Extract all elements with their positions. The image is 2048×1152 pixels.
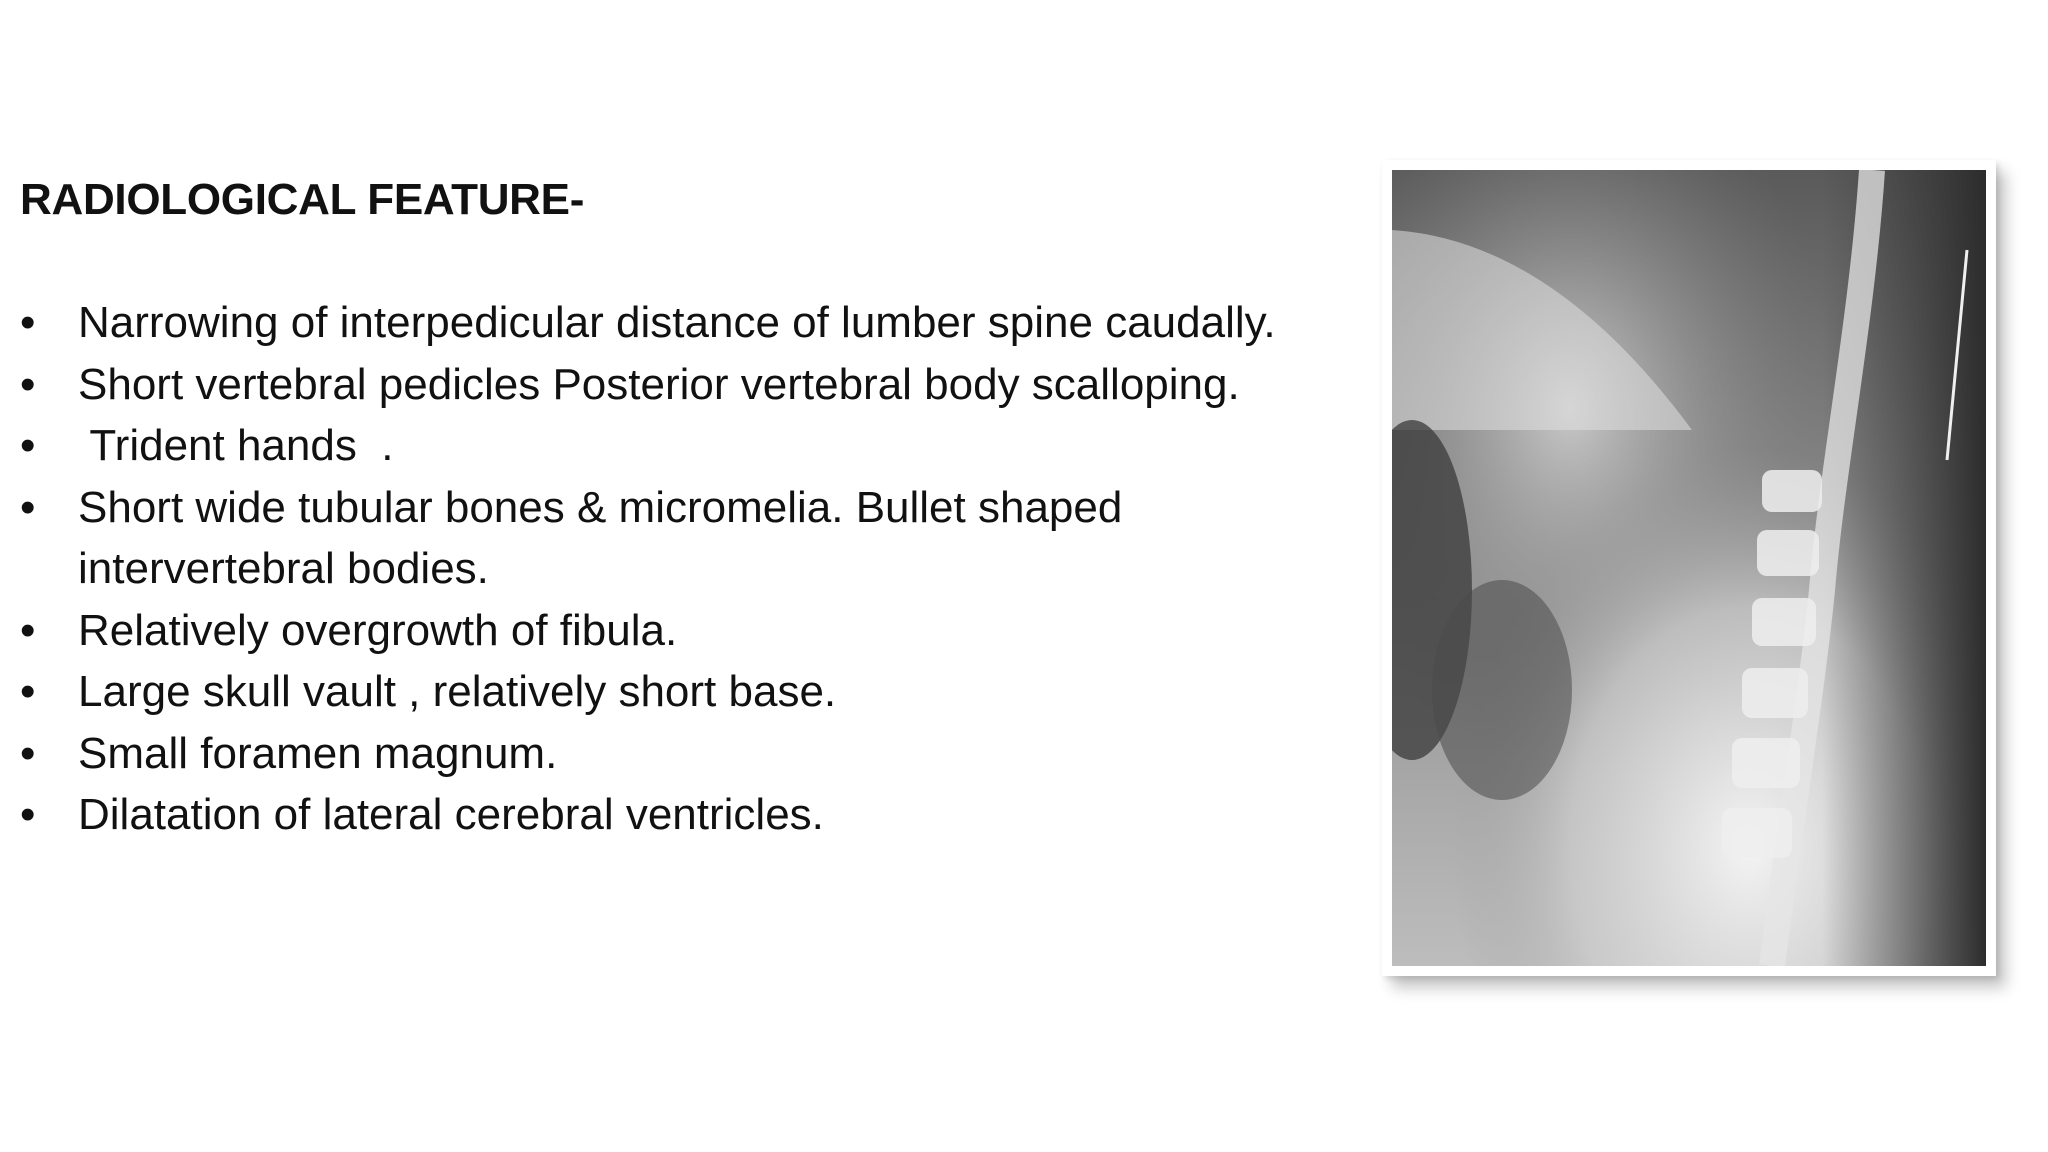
bullet-icon: •	[20, 482, 36, 532]
list-item	[20, 354, 1350, 416]
bullet-text: Short vertebral pedicles Posterior vertebral body scalloping.	[78, 359, 1240, 409]
bullet-icon: •	[20, 421, 36, 470]
list-item	[20, 661, 1350, 723]
bullet-text: Dilatation of lateral cerebral ventricles.	[78, 790, 824, 839]
list-item	[20, 477, 1350, 600]
xray-image-icon	[1392, 170, 1986, 966]
bullet-icon: •	[20, 790, 36, 839]
bullet-text: Trident hands .	[78, 421, 394, 470]
list-item	[20, 600, 1350, 662]
list-item	[20, 292, 1350, 354]
slide-title: RADIOLOGICAL FEATURE-	[20, 175, 585, 224]
bullet-text: Large skull vault , relatively short base.	[78, 667, 837, 716]
xray-image	[1392, 170, 1986, 966]
bullet-icon: •	[20, 667, 36, 716]
bullet-icon: •	[20, 359, 36, 409]
bullet-icon: •	[20, 298, 36, 347]
xray-photo-frame	[1382, 160, 1996, 976]
bullet-icon: •	[20, 728, 36, 778]
bullet-text: Relatively overgrowth of fibula.	[78, 605, 678, 655]
list-item	[20, 723, 1350, 785]
bullet-text: Narrowing of interpedicular distance of lumber spine caudally.	[78, 298, 1276, 347]
bullet-text: Short wide tubular bones & micromelia. Bullet shaped intervertebral bodies.	[78, 482, 1123, 593]
bullet-text: Small foramen magnum.	[78, 728, 558, 778]
list-item	[20, 415, 1350, 477]
bullet-list	[20, 292, 1350, 846]
list-item	[20, 784, 1350, 846]
bullet-icon: •	[20, 605, 36, 655]
